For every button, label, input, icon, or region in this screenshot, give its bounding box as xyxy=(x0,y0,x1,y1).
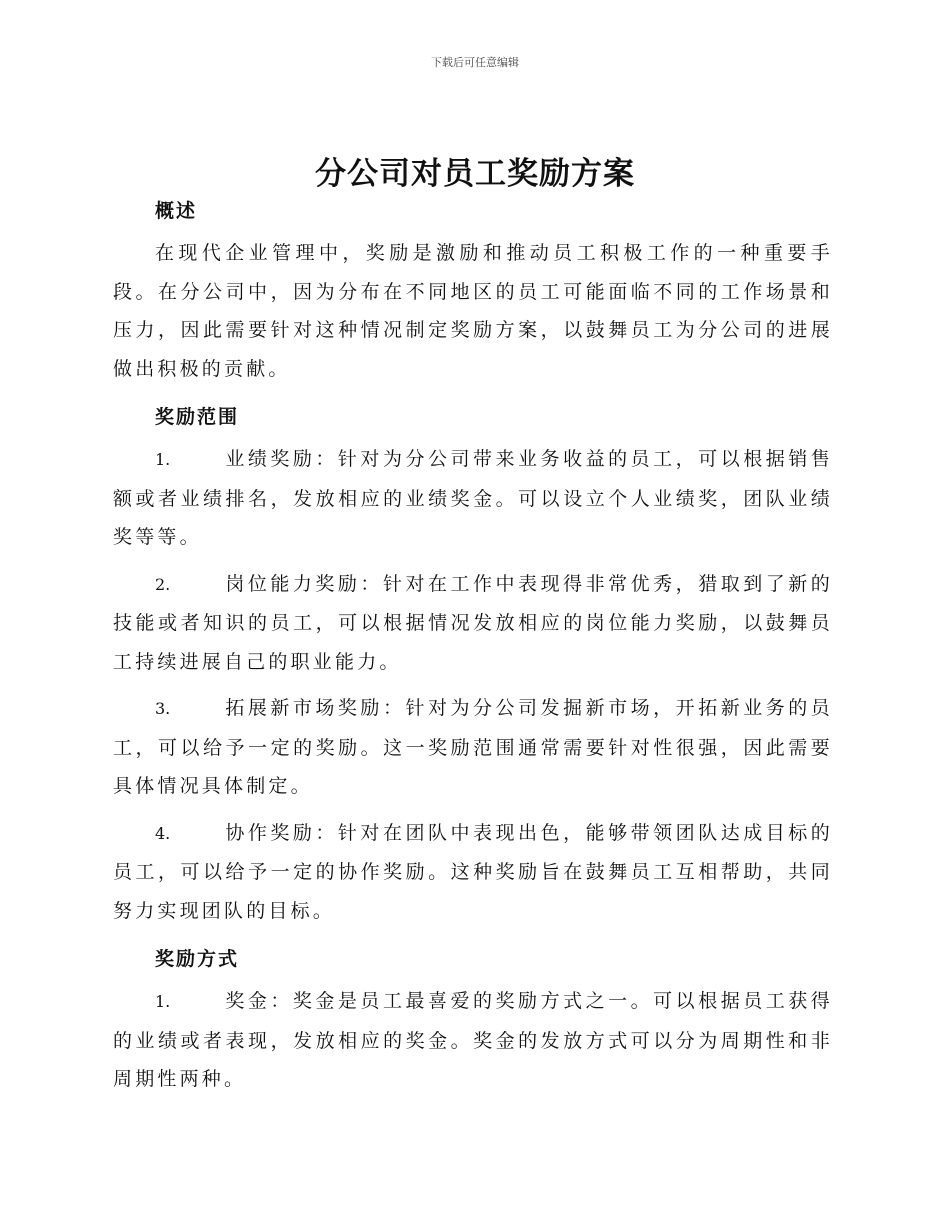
list-item xyxy=(113,565,833,682)
list-item-text: 拓展新市场奖励：针对为分公司发掘新市场，开拓新业务的员工，可以给予一定的奖励。这一奖励范围通常需要针对性很强，因此需要具体情况具体制定。 xyxy=(113,697,833,797)
section-heading-methods: 奖励方式 xyxy=(155,948,240,970)
overview-paragraph: 在现代企业管理中，奖励是激励和推动员工积极工作的一种重要手段。在分公司中，因为分布在不同地区的员工可能面临不同的工作场景和压力，因此需要针对这种情况制定奖励方案，以鼓舞员工为分公司的进展做出积极的贡献。 xyxy=(113,242,833,380)
list-item-text: 业绩奖励：针对为分公司带来业务收益的员工，可以根据销售额或者业绩排名，发放相应的业绩奖金。可以设立个人业绩奖，团队业绩奖等等。 xyxy=(113,448,833,548)
list-item-number: 4. xyxy=(155,823,171,843)
section-heading-overview: 概述 xyxy=(155,200,198,222)
list-item-text: 岗位能力奖励：针对在工作中表现得非常优秀，猎取到了新的技能或者知识的员工，可以根据情况发放相应的岗位能力奖励，以鼓舞员工持续进展自己的职业能力。 xyxy=(113,572,833,673)
list-item-number: 2. xyxy=(155,574,171,594)
list-item xyxy=(113,440,833,557)
document-body xyxy=(113,196,833,1099)
list-item xyxy=(113,814,833,931)
list-item-number: 3. xyxy=(155,699,171,718)
list-item xyxy=(113,689,833,806)
document-title: 分公司对员工奖励方案 xyxy=(315,156,635,192)
list-item-number: 1. xyxy=(155,992,171,1011)
header-note: 下载后可任意编辑 xyxy=(431,56,519,69)
list-item-text: 奖金：奖金是员工最喜爱的奖励方式之一。可以根据员工获得的业绩或者表现，发放相应的奖金。奖金的发放方式可以分为周期性和非周期性两种。 xyxy=(113,990,833,1090)
list-item-number: 1. xyxy=(155,450,171,469)
list-item-text: 协作奖励：针对在团队中表现出色，能够带领团队达成目标的员工，可以给予一定的协作奖励。这种奖励旨在鼓舞员工互相帮助，共同努力实现团队的目标。 xyxy=(113,821,833,922)
section-heading-scope: 奖励范围 xyxy=(155,406,240,428)
list-item xyxy=(113,982,833,1099)
